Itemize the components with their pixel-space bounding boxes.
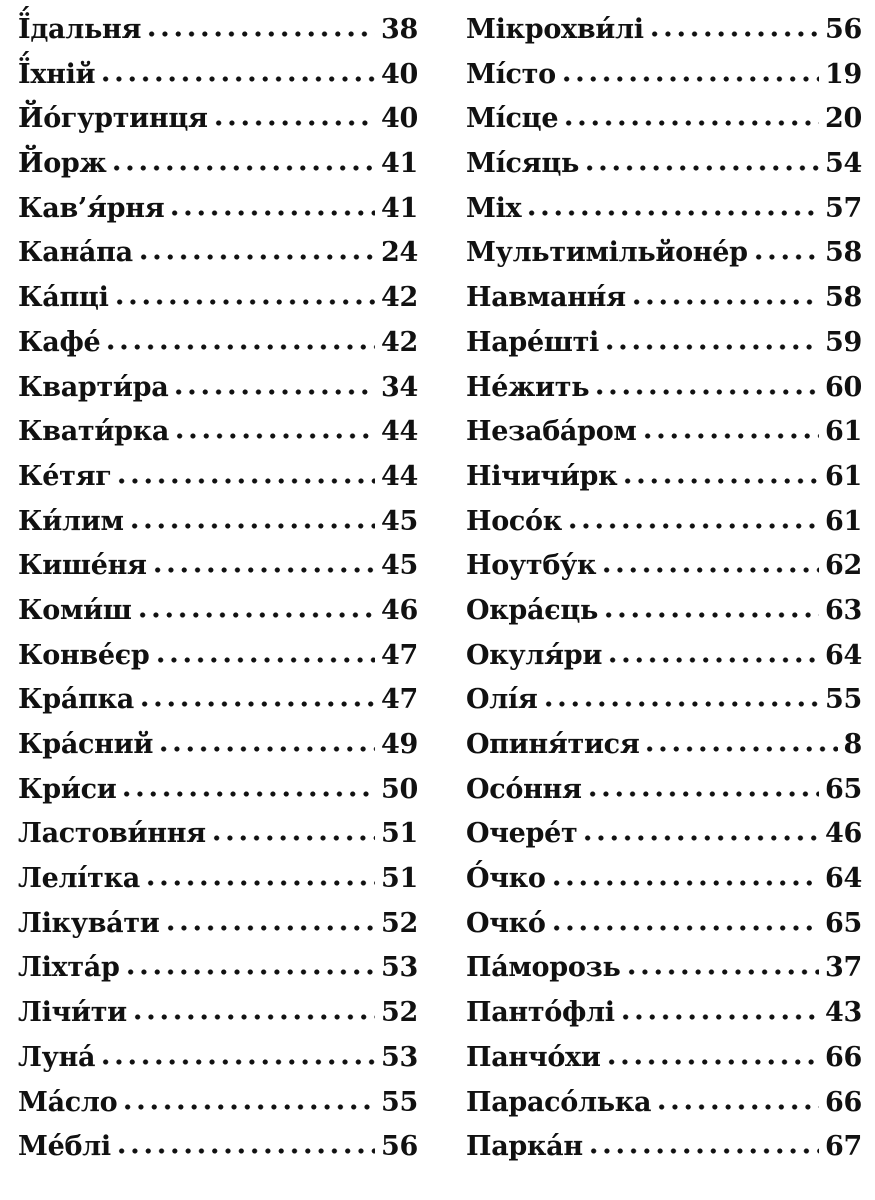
index-entry [466, 863, 862, 908]
index-entry [466, 237, 862, 282]
entry-page-number: 66 [825, 1086, 862, 1118]
dot-leader [138, 701, 375, 707]
entry-page-number: 52 [381, 997, 418, 1029]
entry-page-number: 42 [381, 282, 418, 314]
dot-leader [603, 344, 819, 350]
index-entry [466, 416, 862, 461]
index-entry [18, 595, 418, 640]
entry-page-number: 38 [381, 14, 418, 45]
dot-leader [172, 389, 375, 395]
entry-word: Йорж [18, 148, 107, 180]
entry-word: Йо́гуртинця [18, 103, 208, 135]
index-entry [466, 550, 862, 595]
index-entry [18, 550, 418, 595]
dot-leader [164, 925, 375, 931]
entry-word: Ки́лим [18, 505, 124, 537]
entry-page-number: 63 [825, 594, 862, 626]
dot-leader [104, 344, 375, 350]
entry-page-number: 65 [825, 773, 862, 805]
entry-page-number: 47 [381, 639, 418, 671]
entry-page-number: 55 [381, 1086, 418, 1118]
entry-page-number: 43 [825, 997, 862, 1029]
entry-page-number: 65 [825, 907, 862, 939]
entry-word: Кварти́ра [18, 371, 169, 403]
index-entry [18, 952, 418, 997]
entry-page-number: 57 [825, 192, 862, 224]
dot-leader [542, 701, 819, 707]
index-entry [466, 1042, 862, 1087]
dot-leader [606, 657, 819, 663]
entry-word: Кри́си [18, 773, 117, 805]
dot-leader [648, 31, 819, 37]
entry-word: О́чко [466, 863, 546, 895]
index-entry [466, 640, 862, 685]
dot-leader [630, 299, 819, 305]
entry-word: Окра́єць [466, 594, 599, 626]
entry-page-number: 51 [381, 818, 418, 850]
index-entry [466, 103, 862, 148]
dot-leader [120, 791, 375, 797]
dot-leader [621, 478, 819, 484]
entry-word: Панчо́хи [466, 1041, 601, 1073]
index-entry [466, 1131, 862, 1176]
dot-leader [655, 1104, 819, 1110]
entry-page-number: 41 [381, 192, 418, 224]
entry-word: Опиня́тися [466, 729, 640, 760]
index-entry [18, 729, 418, 774]
dot-leader [602, 612, 819, 618]
dot-leader [121, 1104, 375, 1110]
index-entry [18, 506, 418, 551]
dot-leader [593, 389, 819, 395]
dot-leader [210, 835, 375, 841]
index-entry [18, 416, 418, 461]
dot-leader [115, 1148, 375, 1154]
entry-word: Окуля́ри [466, 639, 603, 671]
index-entry [18, 14, 418, 59]
dot-leader [124, 969, 375, 975]
index-entry [18, 997, 418, 1042]
entry-word: Ноутбу́к [466, 550, 597, 582]
entry-word: Ї́хній [18, 58, 96, 90]
index-entry [18, 908, 418, 953]
index-entry [18, 774, 418, 819]
dot-leader [600, 567, 819, 573]
entry-word: Носо́к [466, 505, 562, 537]
index-entry [466, 729, 862, 774]
entry-word: Ї́дальня [18, 14, 142, 45]
entry-word: Лікува́ти [18, 907, 160, 939]
entry-page-number: 45 [381, 505, 418, 537]
dot-leader [550, 925, 819, 931]
entry-word: Ка́пці [18, 282, 109, 314]
dot-leader [550, 880, 819, 886]
entry-word: Конве́єр [18, 639, 150, 671]
dot-leader [525, 210, 819, 216]
entry-word: Осо́ння [466, 773, 582, 805]
dot-leader [566, 523, 819, 529]
dot-leader [144, 880, 375, 886]
entry-word: Лелі́тка [18, 863, 140, 895]
dot-leader [581, 835, 819, 841]
index-entry [466, 997, 862, 1042]
entry-word: Па́морозь [466, 952, 621, 984]
entry-word: Мікрохви́лі [466, 14, 644, 45]
dot-leader [137, 254, 375, 260]
entry-word: Кана́па [18, 237, 133, 269]
index-entry [466, 952, 862, 997]
index-entry [466, 327, 862, 372]
entry-word: Ліхта́р [18, 952, 120, 984]
index-entry [18, 148, 418, 193]
dot-leader [605, 1059, 819, 1065]
entry-page-number: 44 [381, 460, 418, 492]
entry-page-number: 54 [825, 148, 862, 180]
entry-page-number: 20 [825, 103, 862, 135]
index-entry [18, 237, 418, 282]
entry-page-number: 56 [825, 14, 862, 45]
entry-page-number: 46 [825, 818, 862, 850]
index-entry [18, 372, 418, 417]
entry-page-number: 58 [825, 282, 862, 314]
entry-word: Мі́сяць [466, 148, 580, 180]
dot-leader [110, 165, 375, 171]
entry-word: Очере́т [466, 818, 578, 850]
index-entry [18, 103, 418, 148]
entry-word: Лічи́ти [18, 997, 127, 1029]
dot-leader [583, 165, 819, 171]
dot-leader [131, 1014, 375, 1020]
entry-page-number: 34 [381, 371, 418, 403]
entry-word: Коми́ш [18, 594, 132, 626]
entry-word: Кав’я́рня [18, 192, 165, 224]
index-column-left [18, 14, 418, 1176]
entry-word: Нічичи́рк [466, 460, 618, 492]
entry-word: Луна́ [18, 1041, 96, 1073]
index-entry [18, 193, 418, 238]
index-column-right [466, 14, 862, 1176]
index-entry [18, 863, 418, 908]
dot-leader [586, 791, 819, 797]
entry-page-number: 64 [825, 639, 862, 671]
entry-page-number: 67 [825, 1131, 862, 1163]
entry-page-number: 37 [825, 952, 862, 984]
index-entry [466, 908, 862, 953]
entry-page-number: 24 [381, 237, 418, 269]
entry-word: Наре́шті [466, 326, 599, 358]
index-entry [466, 148, 862, 193]
entry-page-number: 50 [381, 773, 418, 805]
entry-page-number: 53 [381, 1041, 418, 1073]
entry-page-number: 8 [843, 729, 862, 760]
entry-page-number: 66 [825, 1041, 862, 1073]
dot-leader [641, 433, 819, 439]
index-entry [18, 1087, 418, 1132]
entry-page-number: 62 [825, 550, 862, 582]
entry-word: Кра́сний [18, 729, 154, 760]
dot-leader [752, 254, 819, 260]
entry-page-number: 42 [381, 326, 418, 358]
dot-leader [560, 76, 819, 82]
dot-leader [99, 76, 375, 82]
dot-leader [145, 31, 375, 37]
entry-word: Олі́я [466, 684, 538, 716]
index-entry [18, 1131, 418, 1176]
entry-word: Квати́рка [18, 416, 170, 448]
entry-page-number: 52 [381, 907, 418, 939]
dot-leader [562, 120, 819, 126]
index-entry [18, 282, 418, 327]
dot-leader [643, 746, 837, 752]
entry-page-number: 49 [381, 729, 418, 760]
entry-word: Панто́флі [466, 997, 615, 1029]
index-entry [466, 684, 862, 729]
entry-word: Ке́тяг [18, 460, 112, 492]
entry-word: Ме́блі [18, 1131, 111, 1163]
entry-page-number: 64 [825, 863, 862, 895]
entry-page-number: 58 [825, 237, 862, 269]
entry-word: Мі́сто [466, 58, 556, 90]
entry-word: Кише́ня [18, 550, 147, 582]
entry-page-number: 44 [381, 416, 418, 448]
index-entry [18, 1042, 418, 1087]
dot-leader [128, 523, 375, 529]
dot-leader [99, 1059, 375, 1065]
entry-page-number: 56 [381, 1131, 418, 1163]
index-entry [466, 282, 862, 327]
dot-leader [619, 1014, 819, 1020]
index-entry [18, 327, 418, 372]
dot-leader [151, 567, 375, 573]
dot-leader [168, 210, 375, 216]
dot-leader [115, 478, 375, 484]
entry-page-number: 55 [825, 684, 862, 716]
index-entry [18, 640, 418, 685]
index-entry [466, 461, 862, 506]
entry-word: Кра́пка [18, 684, 134, 716]
dot-leader [212, 120, 375, 126]
entry-page-number: 19 [825, 58, 862, 90]
dot-leader [157, 746, 375, 752]
dot-leader [136, 612, 375, 618]
entry-page-number: 40 [381, 58, 418, 90]
entry-word: Ластови́ння [18, 818, 206, 850]
entry-word: Парка́н [466, 1131, 583, 1163]
entry-page-number: 61 [825, 460, 862, 492]
index-entry [466, 193, 862, 238]
dot-leader [113, 299, 375, 305]
index-entry [466, 372, 862, 417]
entry-page-number: 46 [381, 594, 418, 626]
entry-page-number: 60 [825, 371, 862, 403]
index-entry [18, 461, 418, 506]
entry-word: Очко́ [466, 907, 546, 939]
entry-page-number: 61 [825, 416, 862, 448]
entry-word: Кафе́ [18, 326, 101, 358]
entry-page-number: 47 [381, 684, 418, 716]
entry-word: Навманн́я [466, 282, 626, 314]
entry-page-number: 59 [825, 326, 862, 358]
index-entry [466, 14, 862, 59]
entry-word: Міх [466, 192, 522, 224]
entry-word: Незаба́ром [466, 416, 637, 448]
entry-word: Парасо́лька [466, 1086, 652, 1118]
index-entry [466, 774, 862, 819]
entry-word: Не́жить [466, 371, 590, 403]
index-entry [466, 818, 862, 863]
entry-page-number: 41 [381, 148, 418, 180]
entry-word: Мультимільйоне́р [466, 237, 748, 269]
index-entry [466, 595, 862, 640]
entry-page-number: 61 [825, 505, 862, 537]
index-entry [466, 506, 862, 551]
dot-leader [173, 433, 375, 439]
dot-leader [625, 969, 820, 975]
entry-word: Ма́сло [18, 1086, 118, 1118]
dot-leader [154, 657, 376, 663]
entry-word: Мі́сце [466, 103, 559, 135]
entry-page-number: 51 [381, 863, 418, 895]
entry-page-number: 40 [381, 103, 418, 135]
index-entry [18, 684, 418, 729]
index-entry [466, 59, 862, 104]
entry-page-number: 53 [381, 952, 418, 984]
dot-leader [587, 1148, 819, 1154]
index-entry [466, 1087, 862, 1132]
index-entry [18, 818, 418, 863]
index-entry [18, 59, 418, 104]
entry-page-number: 45 [381, 550, 418, 582]
